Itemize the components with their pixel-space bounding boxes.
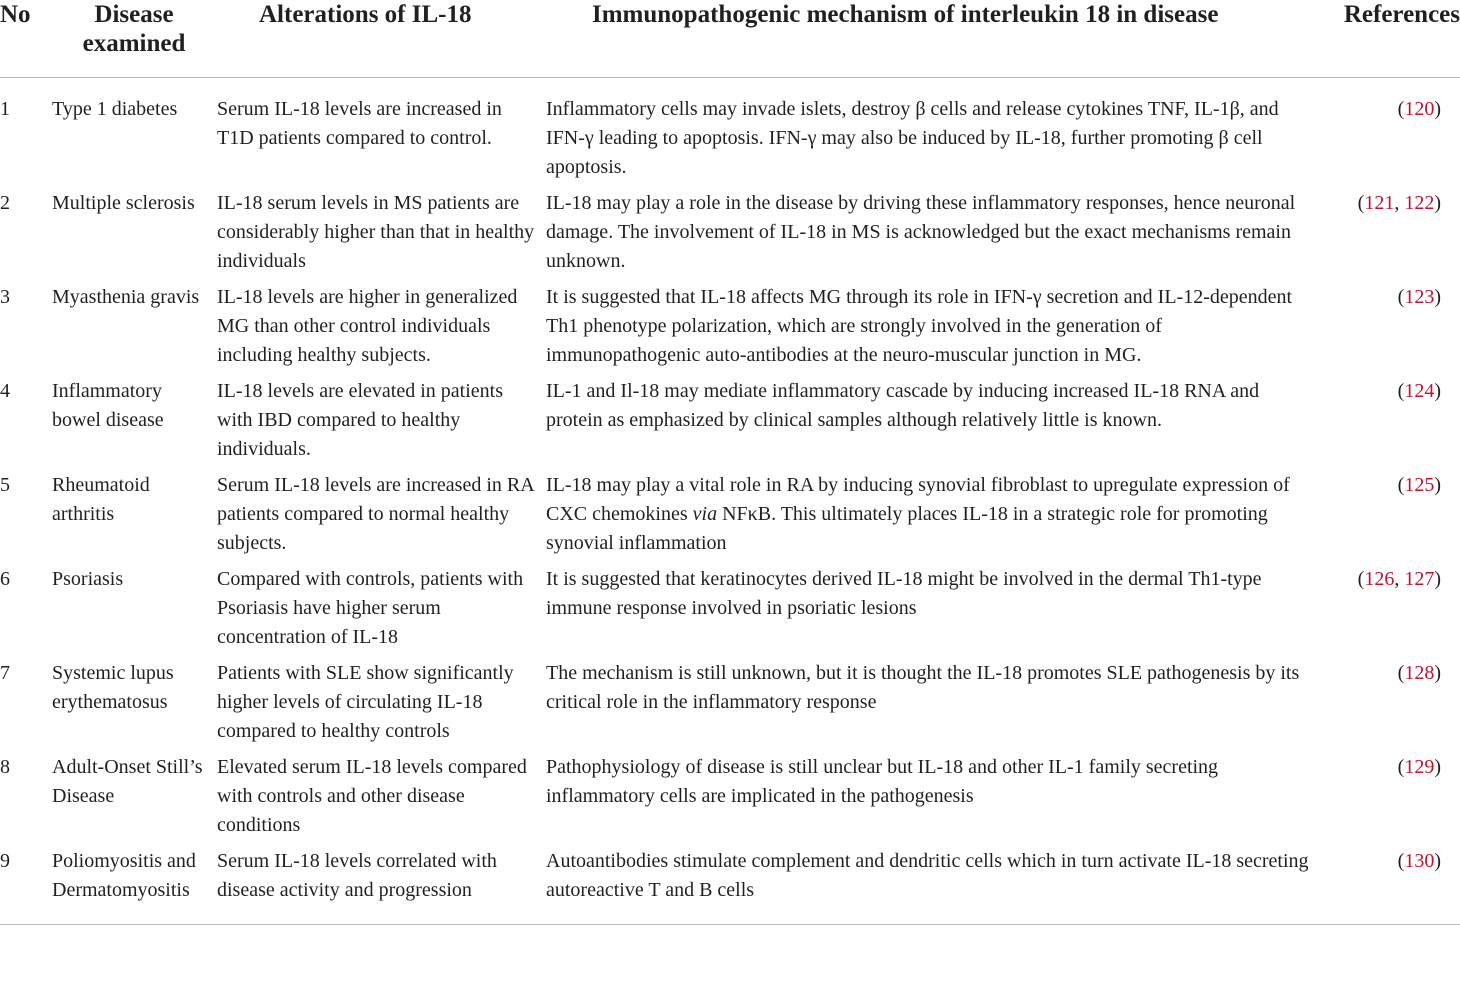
disease-name: Psoriasis [52,568,124,590]
mechanism-text [545,471,1340,565]
table-row [0,283,1460,377]
row-number: 3 [0,286,10,308]
il18-alteration: Patients with SLE show significantly higher levels of circulating IL-18 compared to healthy controls [217,662,514,742]
row-number: 2 [0,192,10,214]
disease-name: Myasthenia gravis [52,286,200,308]
table-row [0,78,1460,190]
il18-alteration: IL-18 levels are elevated in patients with IBD compared to healthy individuals. [217,380,503,460]
references-cell: (123) [1397,286,1441,308]
table-row [0,565,1460,659]
table-row [0,377,1460,471]
mechanism-text: It is suggested that IL-18 affects MG through its role in IFN-γ secretion and IL-12-dependent Th1 phenotype polarization, which are strongly involved in the generation of immunopathogenic auto-antibodies at the neuro-muscular junction in MG. [546,286,1293,366]
table-header-row [0,0,1460,78]
row-number: 9 [0,847,52,925]
disease-name: Multiple sclerosis [52,192,195,214]
citation-link[interactable]: 127 [1404,568,1435,590]
citation-link[interactable]: 126 [1364,568,1395,590]
row-number: 6 [0,568,10,590]
table-row [0,659,1460,753]
mechanism-text: Pathophysiology of disease is still unclear but IL-18 and other IL-1 family secreting inflammatory cells are implicated in the pathogenesis [546,756,1219,807]
il18-alteration: Serum IL-18 levels are increased in RA patients compared to normal healthy subjects. [217,474,534,554]
row-number: 4 [0,380,10,402]
il18-alteration: IL-18 levels are higher in generalized MG than other control individuals including healthy subjects. [217,286,518,366]
references-cell: (128) [1397,662,1441,684]
citation-link[interactable]: 130 [1404,850,1435,872]
citation-link[interactable]: 129 [1404,756,1435,778]
disease-name: Inflammatory bowel disease [52,380,164,431]
citation-link[interactable]: 123 [1404,286,1435,308]
references-cell: (121, 122) [1357,192,1441,214]
mechanism-text-italic: via [692,503,718,525]
citation-link[interactable]: 125 [1404,474,1435,496]
il18-alteration: Compared with controls, patients with Psoriasis have higher serum concentration of IL-18 [217,568,524,648]
mechanism-text: Autoantibodies stimulate complement and dendritic cells which in turn activate IL-18 secreting autoreactive T and B cells [545,847,1340,925]
table-row [0,189,1460,283]
citation-link[interactable]: 128 [1404,662,1435,684]
table-row [0,847,1460,925]
mechanism-text: IL-18 may play a role in the disease by driving these inflammatory responses, hence neuronal damage. The involvement of IL-18 in MS is acknowledged but the exact mechanisms remain unknown. [546,192,1296,272]
citation-link[interactable]: 122 [1404,192,1435,214]
header-mechanism: Immunopathogenic mechanism of interleukin 18 in disease [545,0,1340,78]
references-cell: (130) [1340,847,1460,925]
row-number: 7 [0,662,10,684]
mechanism-text: It is suggested that keratinocytes derived IL-18 might be involved in the dermal Th1-type immune response involved in psoriatic lesions [546,568,1262,619]
citation-link[interactable]: 121 [1364,192,1395,214]
citation-link[interactable]: 120 [1404,98,1435,120]
il18-alteration: Serum IL-18 levels correlated with disease activity and progression [216,847,545,925]
row-number: 5 [0,474,10,496]
references-cell: (120) [1397,98,1441,120]
mechanism-text-part: IL-18 may play a vital role in RA by inducing synovial fibroblast to upregulate expression of CXC chemokines [546,474,1290,525]
disease-name: Adult-Onset Still’s Disease [52,756,203,807]
table-row [0,753,1460,847]
row-number: 8 [0,756,10,778]
header-disease: Disease examined [52,0,216,78]
mechanism-text-part: NFκB. This ultimately places IL-18 in a strategic role for promoting synovial inflammation [546,503,1268,554]
mechanism-text: IL-1 and Il-18 may mediate inflammatory cascade by inducing increased IL-18 RNA and protein as emphasized by clinical samples although relatively little is known. [546,380,1260,431]
disease-name: Poliomyositis and Dermatomyositis [52,847,216,925]
il18-alteration: IL-18 serum levels in MS patients are considerably higher than that in healthy individuals [217,192,535,272]
references-cell: (124) [1397,380,1441,402]
references-cell: (126, 127) [1357,568,1441,590]
header-alterations: Alterations of IL-18 [216,0,545,78]
header-no: No [0,0,52,78]
mechanism-text: Inflammatory cells may invade islets, destroy β cells and release cytokines TNF, IL-1β, and IFN-γ leading to apoptosis. IFN-γ may also be induced by IL-18, further promoting β cell apoptosis. [546,98,1279,178]
header-references: References [1340,0,1460,78]
references-cell: (125) [1397,474,1441,496]
disease-name: Rheumatoid arthritis [52,474,150,525]
row-number: 1 [0,98,10,120]
references-cell: (129) [1397,756,1441,778]
mechanism-text: The mechanism is still unknown, but it is thought the IL-18 promotes SLE pathogenesis by its critical role in the inflammatory response [546,662,1300,713]
il18-alteration: Serum IL-18 levels are increased in T1D patients compared to control. [217,98,502,149]
table-row [0,471,1460,565]
citation-link[interactable]: 124 [1404,380,1435,402]
disease-name: Type 1 diabetes [52,98,178,120]
disease-name: Systemic lupus erythematosus [52,662,174,713]
il18-alteration: Elevated serum IL-18 levels compared with controls and other disease conditions [217,756,527,836]
